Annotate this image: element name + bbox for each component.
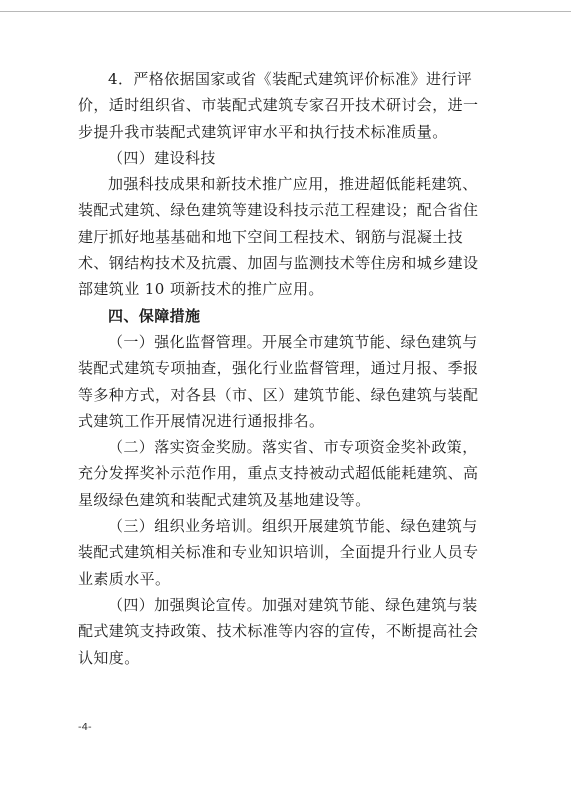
text-line: 建厅抓好地基基础和地下空间工程技术、钢筋与混凝土技 (78, 227, 464, 246)
text-line: 部建筑业 10 项新技术的推广应用。 (78, 280, 324, 299)
text-line: 认知度。 (78, 648, 140, 667)
paragraph-technology-promotion (78, 171, 498, 302)
text-line: 装配式建筑、绿色建筑等建设科技示范工程建设；配合省住 (78, 201, 479, 220)
text-line: 装配式建筑专项抽查，强化行业监督管理，通过月报、季报 (78, 359, 479, 378)
top-border-line (0, 11, 571, 12)
page-number: -4- (78, 722, 92, 733)
text-line: 术、钢结构技术及抗震、加固与监测技术等住房和城乡建设 (78, 254, 479, 273)
text-line: 式建筑工作开展情况进行通报排名。 (78, 411, 325, 430)
text-line: （二）落实资金奖励。落实省、市专项资金奖补政策， (108, 438, 478, 457)
section-heading-safeguards (78, 303, 498, 329)
text-line: 价，适时组织省、市装配式建筑专家召开技术研讨会，进一 (78, 96, 479, 115)
subheading-text: （四）建设科技 (108, 148, 216, 167)
text-line: 加强科技成果和新技术推广应用，推进超低能耗建筑、 (108, 175, 478, 194)
text-line: 等多种方式，对各县（市、区）建筑节能、绿色建筑与装配 (78, 385, 479, 404)
text-line: 装配式建筑相关标准和专业知识培训，全面提升行业人员专 (78, 543, 479, 562)
paragraph-publicity (78, 592, 498, 671)
text-line: 配式建筑支持政策、技术标准等内容的宣传，不断提高社会 (78, 622, 479, 641)
text-line: （四）加强舆论宣传。加强对建筑节能、绿色建筑与装 (108, 595, 478, 614)
section-heading-text: 四、保障措施 (108, 306, 201, 325)
document-page (78, 66, 498, 671)
paragraph-training (78, 513, 498, 592)
text-line: 业素质水平。 (78, 569, 171, 588)
text-line: 充分发挥奖补示范作用，重点支持被动式超低能耗建筑、高 (78, 464, 479, 483)
paragraph-supervision (78, 329, 498, 434)
text-line: 步提升我市装配式建筑评审水平和执行技术标准质量。 (78, 122, 448, 141)
text-line: 4．严格依据国家或省《装配式建筑评价标准》进行评 (108, 70, 473, 88)
paragraph-funding-rewards (78, 434, 498, 513)
text-line: （一）强化监督管理。开展全市建筑节能、绿色建筑与 (108, 332, 478, 351)
text-line: （三）组织业务培训。组织开展建筑节能、绿色建筑与 (108, 517, 478, 536)
subheading-construction-technology (78, 145, 498, 171)
text-line: 星级绿色建筑和装配式建筑及基地建设等。 (78, 490, 371, 509)
paragraph-standard-evaluation (78, 66, 498, 145)
